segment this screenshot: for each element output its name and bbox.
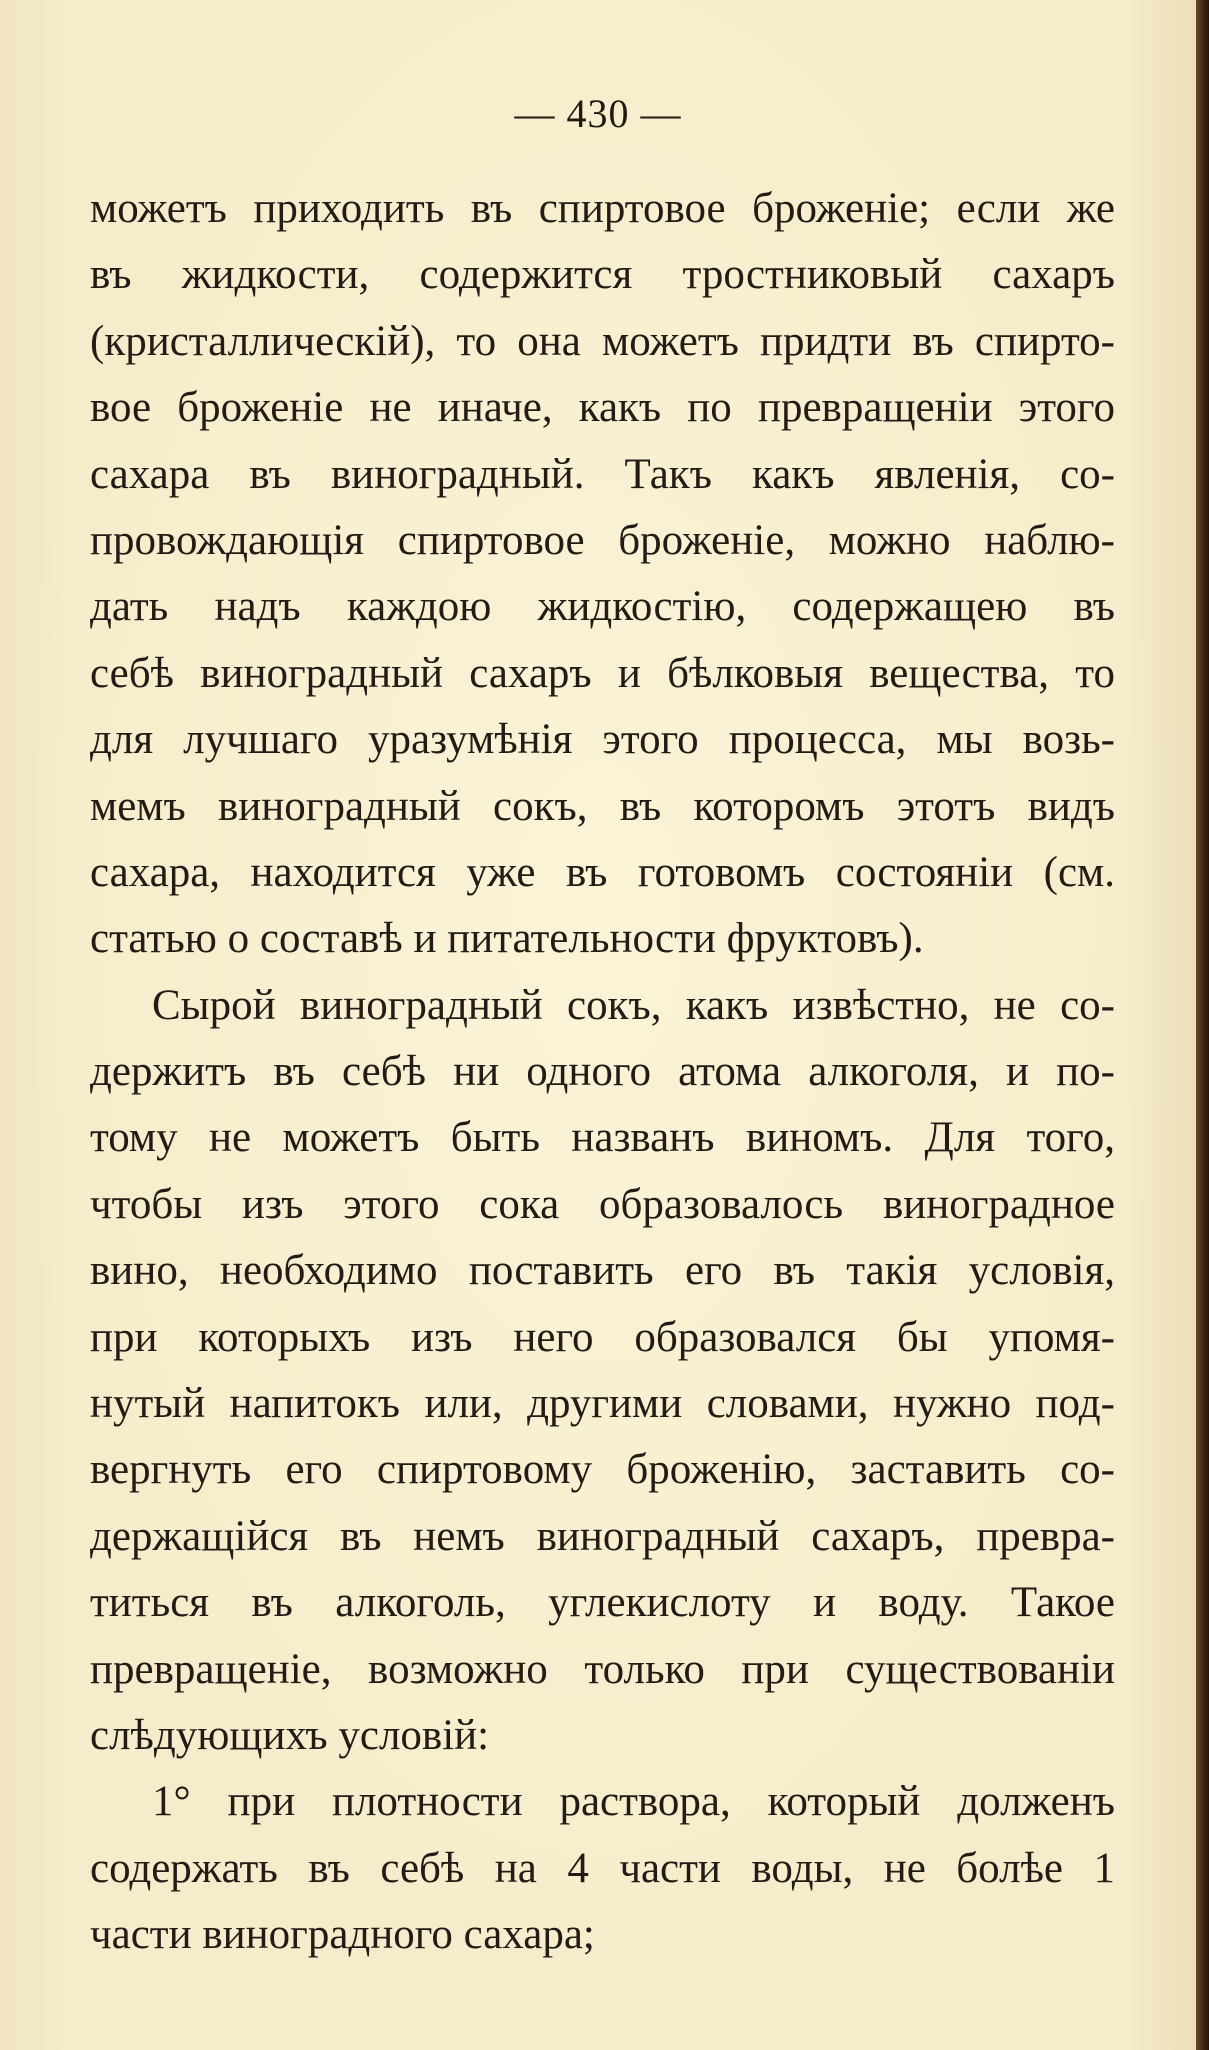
text-line: нутый напитокъ или, другими словами, нужно под- (90, 1380, 1115, 1428)
text-line: тому не можетъ быть названъ виномъ. Для того, (90, 1114, 1115, 1162)
text-line: вино, необходимо поставить его въ такія условія, (90, 1247, 1115, 1295)
text-line: титься въ алкоголь, углекислоту и воду. Такое (90, 1579, 1115, 1627)
text-line: слѣдующихъ условій: (90, 1711, 490, 1759)
text-line: вергнуть его спиртовому броженію, заставить со- (90, 1446, 1115, 1494)
text-line: Сырой виноградный сокъ, какъ извѣстно, не со- (152, 981, 1115, 1029)
text-line: при которыхъ изъ него образовался бы упомя- (90, 1313, 1115, 1361)
text-line: содержать въ себѣ на 4 части воды, не болѣе 1 (90, 1844, 1115, 1892)
text-line: въ жидкости, содержится тростниковый сахаръ (90, 251, 1115, 299)
text-line: можетъ приходить въ спиртовое броженіе; если же (90, 185, 1115, 232)
text-line: (кристаллическій), то она можетъ придти въ спирто- (90, 317, 1115, 365)
text-line: чтобы изъ этого сока образовалось виноградное (90, 1180, 1115, 1228)
text-line: дать надъ каждою жидкостію, содержащею въ (90, 583, 1115, 631)
text-line: держитъ въ себѣ ни одного атома алкоголя, и по- (90, 1048, 1115, 1096)
body-text (90, 176, 1115, 1969)
text-line: превращеніе, возможно только при существованіи (90, 1645, 1115, 1693)
text-line: сахара въ виноградный. Такъ какъ явленія, со- (90, 450, 1115, 498)
text-line: себѣ виноградный сахаръ и бѣлковыя вещества, то (90, 649, 1115, 697)
text-line: части виноградного сахара; (90, 1911, 595, 1959)
text-line: вое броженіе не иначе, какъ по превращеніи этого (90, 384, 1115, 432)
text-line: сахара, находится уже въ готовомъ состояніи (см. (90, 848, 1115, 896)
text-line: для лучшаго уразумѣнія этого процесса, мы возь- (90, 716, 1115, 764)
page-edge-shadow (1196, 0, 1209, 2050)
text-line: статью о составѣ и питательности фруктовъ). (90, 915, 924, 963)
text-line: мемъ виноградный сокъ, въ которомъ этотъ видъ (90, 782, 1115, 830)
text-line: 1° при плотности раствора, который долженъ (152, 1778, 1115, 1826)
text-line: держащійся въ немъ виноградный сахаръ, превра- (90, 1512, 1115, 1560)
text-line: провождающія спиртовое броженіе, можно наблю- (90, 516, 1115, 564)
page-number: — 430 — (514, 91, 682, 136)
